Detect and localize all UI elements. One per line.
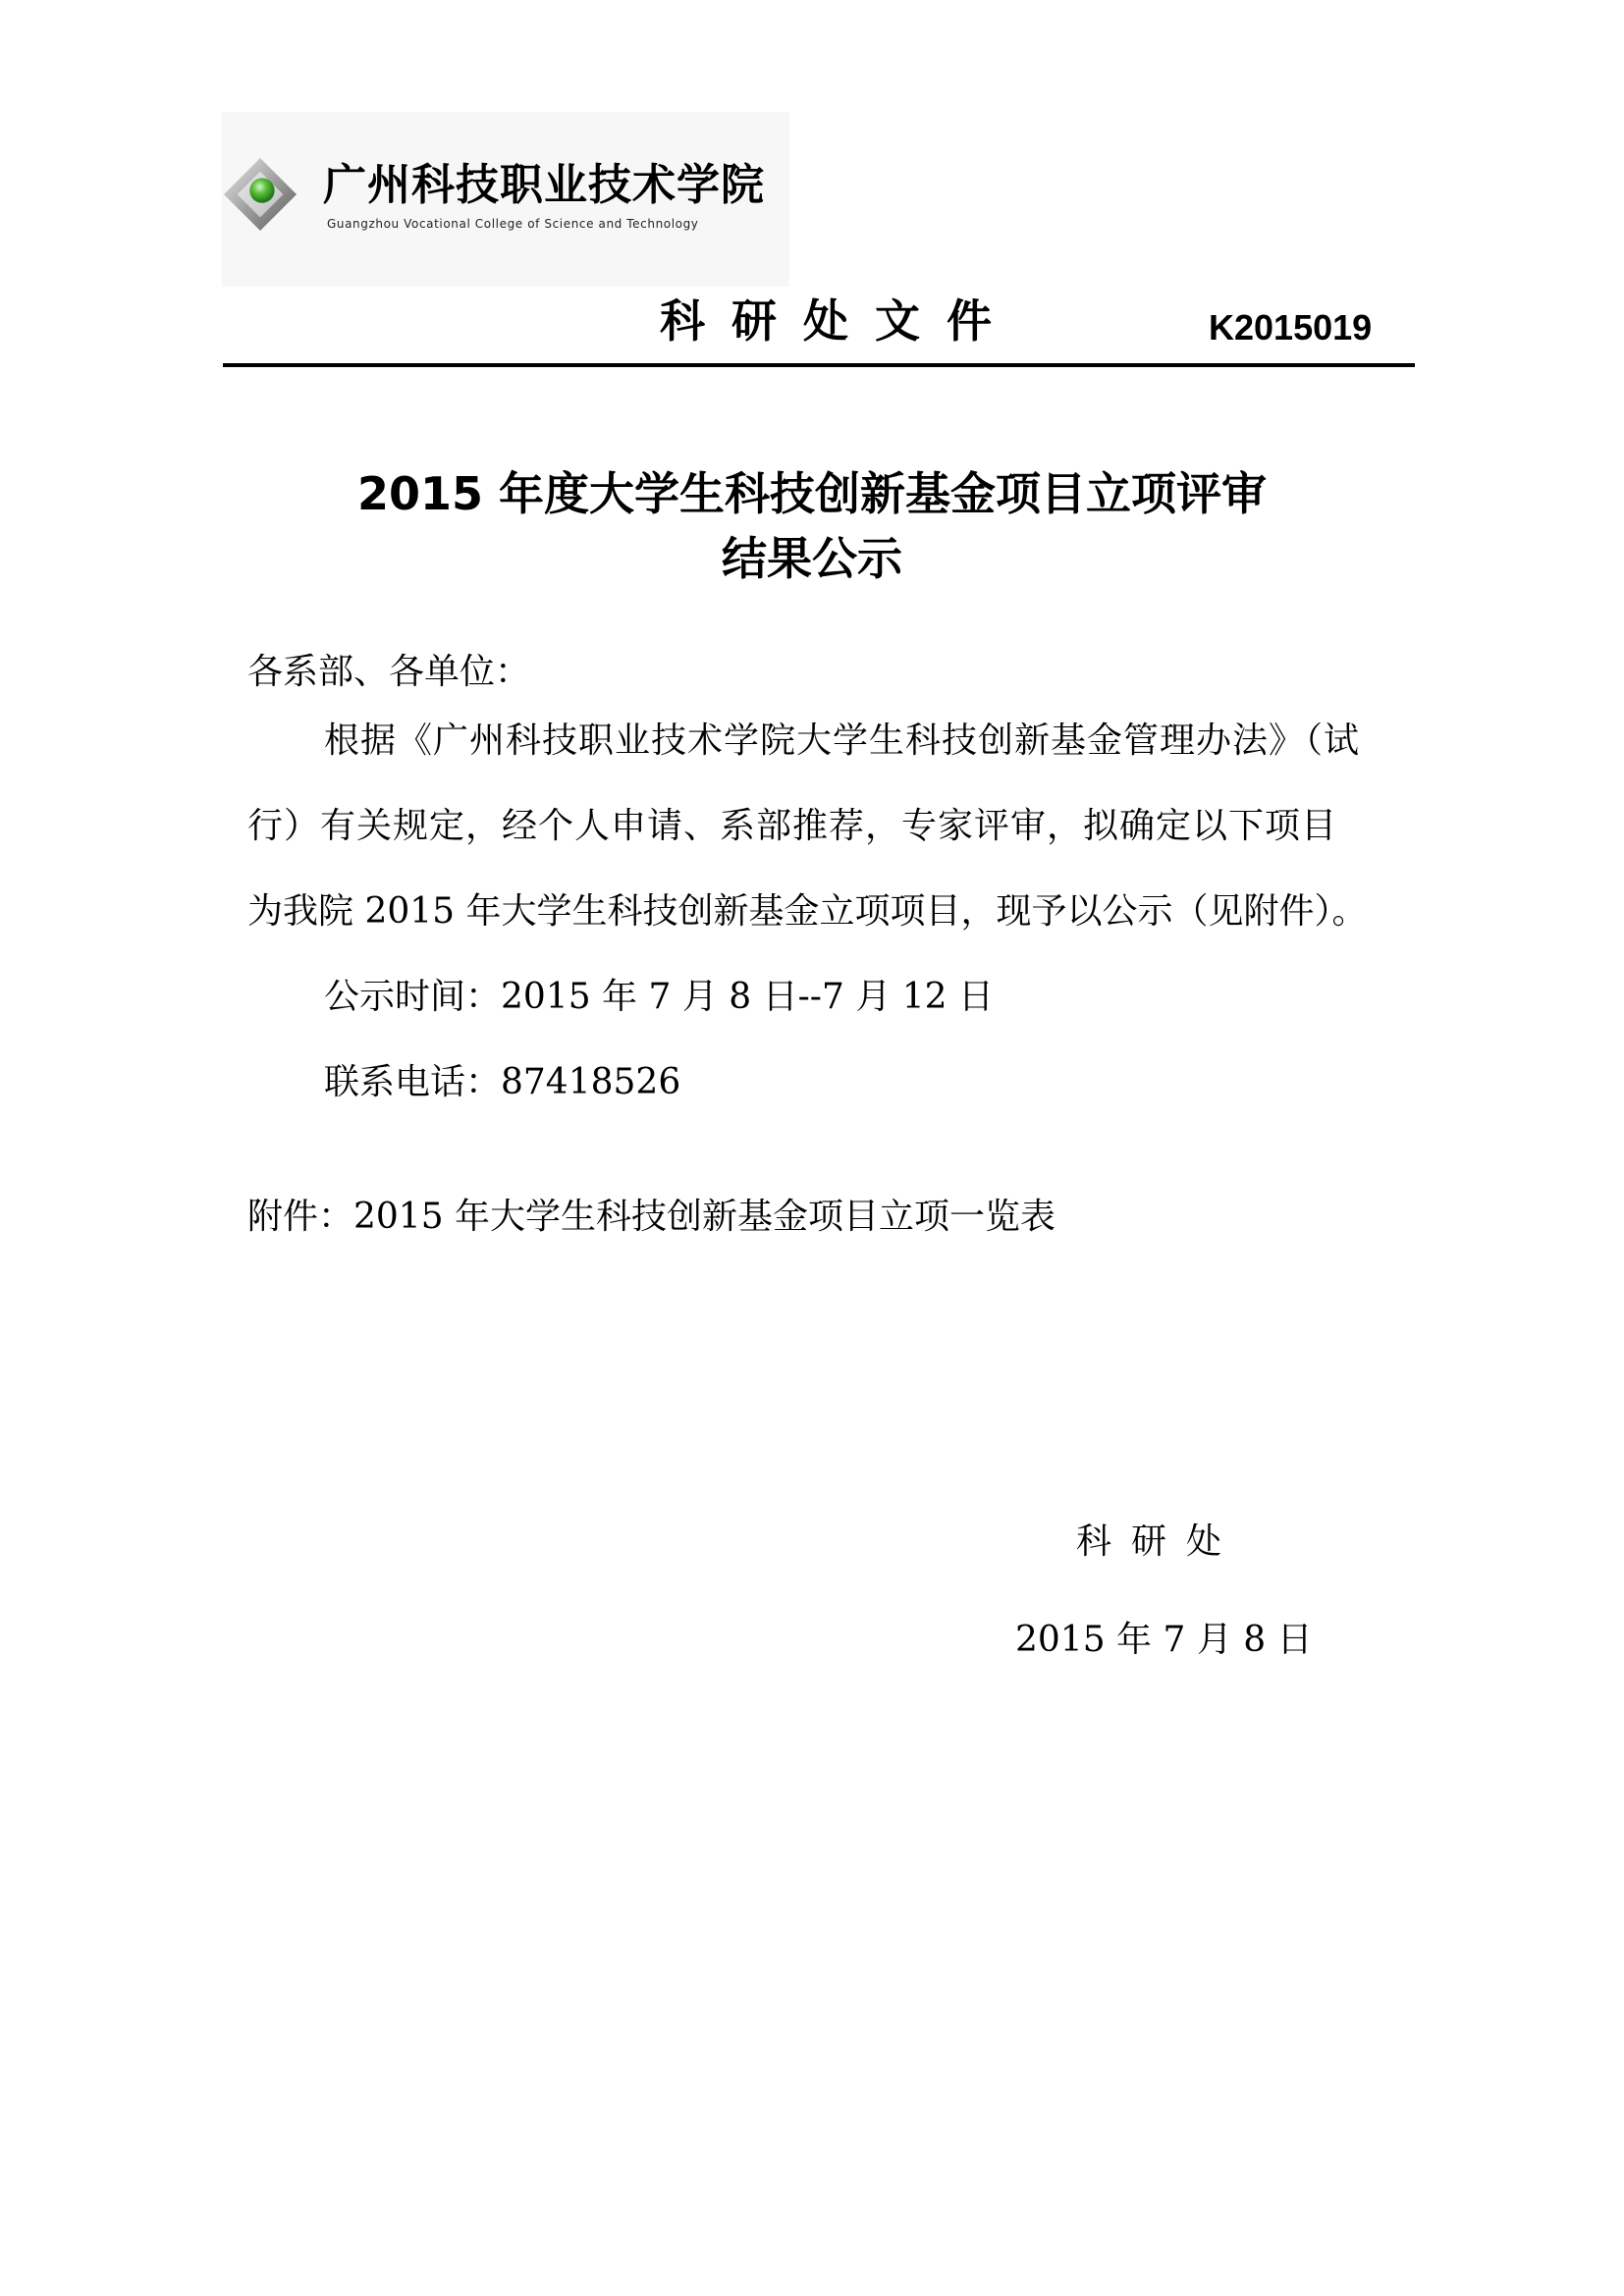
letterhead-logo <box>222 112 789 287</box>
college-emblem-icon <box>222 156 298 233</box>
notice-title-line2: 结果公示 <box>722 532 902 585</box>
header-divider <box>223 363 1415 367</box>
notice-title-line1: 2015 年度大学生科技创新基金项目立项评审 <box>356 467 1268 520</box>
office-document-title: 科研处文件 <box>660 294 1018 347</box>
body-line: 行）有关规定，经个人申请、系部推荐，专家评审，拟确定以下项目 <box>247 806 1338 846</box>
document-number: K2015019 <box>1209 307 1373 347</box>
body-line: 为我院 2015 年大学生科技创新基金立项项目，现予以公示（见附件）。 <box>247 891 1368 932</box>
attachment-reference: 附件：2015 年大学生科技创新基金项目立项一览表 <box>247 1197 1056 1237</box>
salutation: 各系部、各单位： <box>247 652 531 692</box>
sign-date: 2015 年 7 月 8 日 <box>1015 1620 1313 1660</box>
publicity-period: 公示时间：2015 年 7 月 8 日--7 月 12 日 <box>324 977 995 1017</box>
notice-title <box>0 461 1624 591</box>
signer: 科研处 <box>1076 1522 1242 1562</box>
contact-phone: 联系电话：87418526 <box>324 1062 681 1102</box>
college-name-en: Guangzhou Vocational College of Science and Technology <box>327 217 699 231</box>
body-line: 根据《广州科技职业技术学院大学生科技创新基金管理办法》（试 <box>324 721 1361 761</box>
college-name-cn: 广州科技职业技术学院 <box>323 160 765 210</box>
